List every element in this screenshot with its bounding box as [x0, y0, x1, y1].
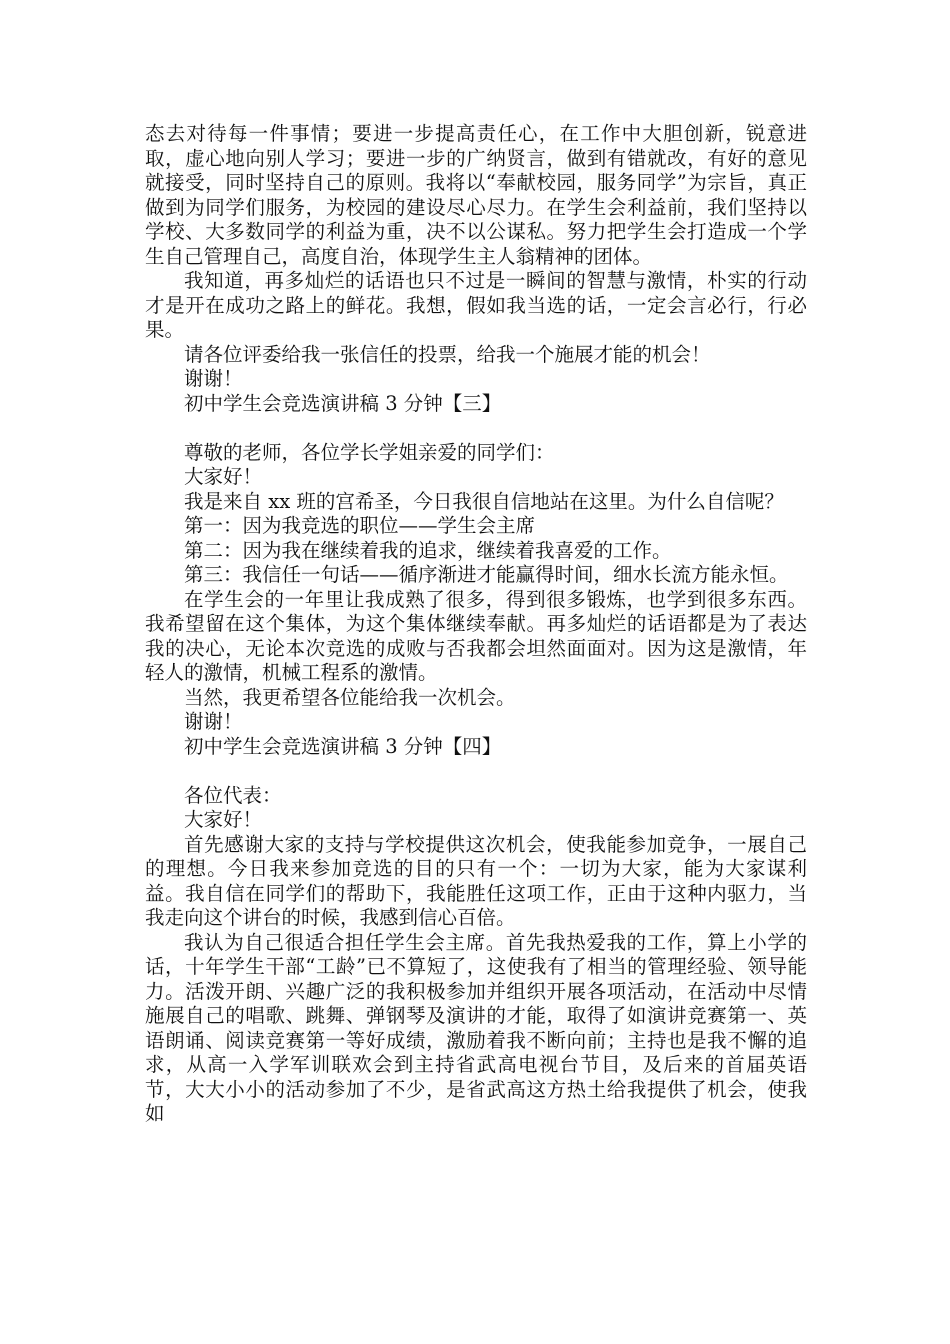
- section-heading-3: 初中学生会竞选演讲稿 3 分钟【三】: [184, 391, 502, 415]
- paragraph-9: 第二：因为我在继续着我的追求，继续着我喜爱的工作。: [184, 538, 672, 562]
- blank-line: [145, 759, 807, 784]
- paragraph-6: 大家好！: [184, 465, 263, 488]
- paragraph-16: 首先感谢大家的支持与学校提供这次机会，使我能参加竞争，一展自己的理想。今日我来参加竞选的目的只有一个：一切为大家，能为大家谋利益。我自信在同学们的帮助下，我能胜任这项工作，正由于这种内驱力，当我走向这个讲台的时候，我感到信心百倍。: [145, 832, 807, 929]
- blank-line: [145, 416, 807, 441]
- paragraph-7: 我是来自 xx 班的宫希圣，今日我很自信地站在这里。为什么自信呢？: [184, 489, 784, 513]
- paragraph-12: 当然，我更希望各位能给我一次机会。: [184, 685, 516, 709]
- paragraph-15: 大家好！: [184, 808, 263, 831]
- paragraph-3: 请各位评委给我一张信任的投票，给我一个施展才能的机会！: [184, 342, 711, 366]
- section-heading-4: 初中学生会竞选演讲稿 3 分钟【四】: [184, 734, 502, 758]
- paragraph-10: 第三：我信任一句话——循序渐进才能赢得时间，细水长流方能永恒。: [184, 563, 789, 586]
- paragraph-14: 各位代表：: [184, 783, 282, 807]
- document-page: [145, 122, 807, 1127]
- paragraph-11: 在学生会的一年里让我成熟了很多，得到很多锻炼，也学到很多东西。我希望留在这个集体，为这个集体继续奉献。再多灿烂的话语都是为了表达我的决心，无论本次竞选的成败与否我都会坦然面面对。因为这是激情，年轻人的激情，机械工程系的激情。: [145, 587, 807, 684]
- paragraph-8: 第一：因为我竞选的职位——学生会主席: [184, 514, 536, 537]
- paragraph-5: 尊敬的老师，各位学长学姐亲爱的同学们：: [184, 440, 555, 464]
- paragraph-17: 我认为自己很适合担任学生会主席。首先我热爱我的工作，算上小学的话，十年学生干部“工龄”已不算短了，这使我有了相当的管理经验、领导能力。活泼开朗、兴趣广泛的我积极参加并组织开展各项活动，在活动中尽情施展自己的唱歌、跳舞、弹钢琴及演讲的才能，取得了如演讲竞赛第一、英语朗诵、阅读竞赛第一等好成绩，激励着我不断向前；主持也是我不懈的追求，从高一入学军训联欢会到主持省武高电视台节目，及后来的首届英语节，大大小小的活动参加了不少，是省武高这方热土给我提供了机会，使我如: [145, 930, 807, 1125]
- paragraph-13: 谢谢！: [184, 710, 243, 733]
- paragraph-2: 我知道，再多灿烂的话语也只不过是一瞬间的智慧与激情，朴实的行动才是开在成功之路上的鲜花。我想，假如我当选的话，一定会言必行，行必果。: [145, 269, 807, 341]
- paragraph-1: 态去对待每一件事情；要进一步提高责任心，在工作中大胆创新，锐意进取，虚心地向别人学习；要进一步的广纳贤言，做到有错就改，有好的意见就接受，同时坚持自己的原则。我将以“奉献校园，服务同学”为宗旨，真正做到为同学们服务，为校园的建设尽心尽力。在学生会利益前，我们坚持以学校、大多数同学的利益为重，决不以公谋私。努力把学生会打造成一个学生自己管理自己，高度自治，体现学生主人翁精神的团体。: [145, 122, 807, 268]
- paragraph-4: 谢谢！: [184, 367, 243, 390]
